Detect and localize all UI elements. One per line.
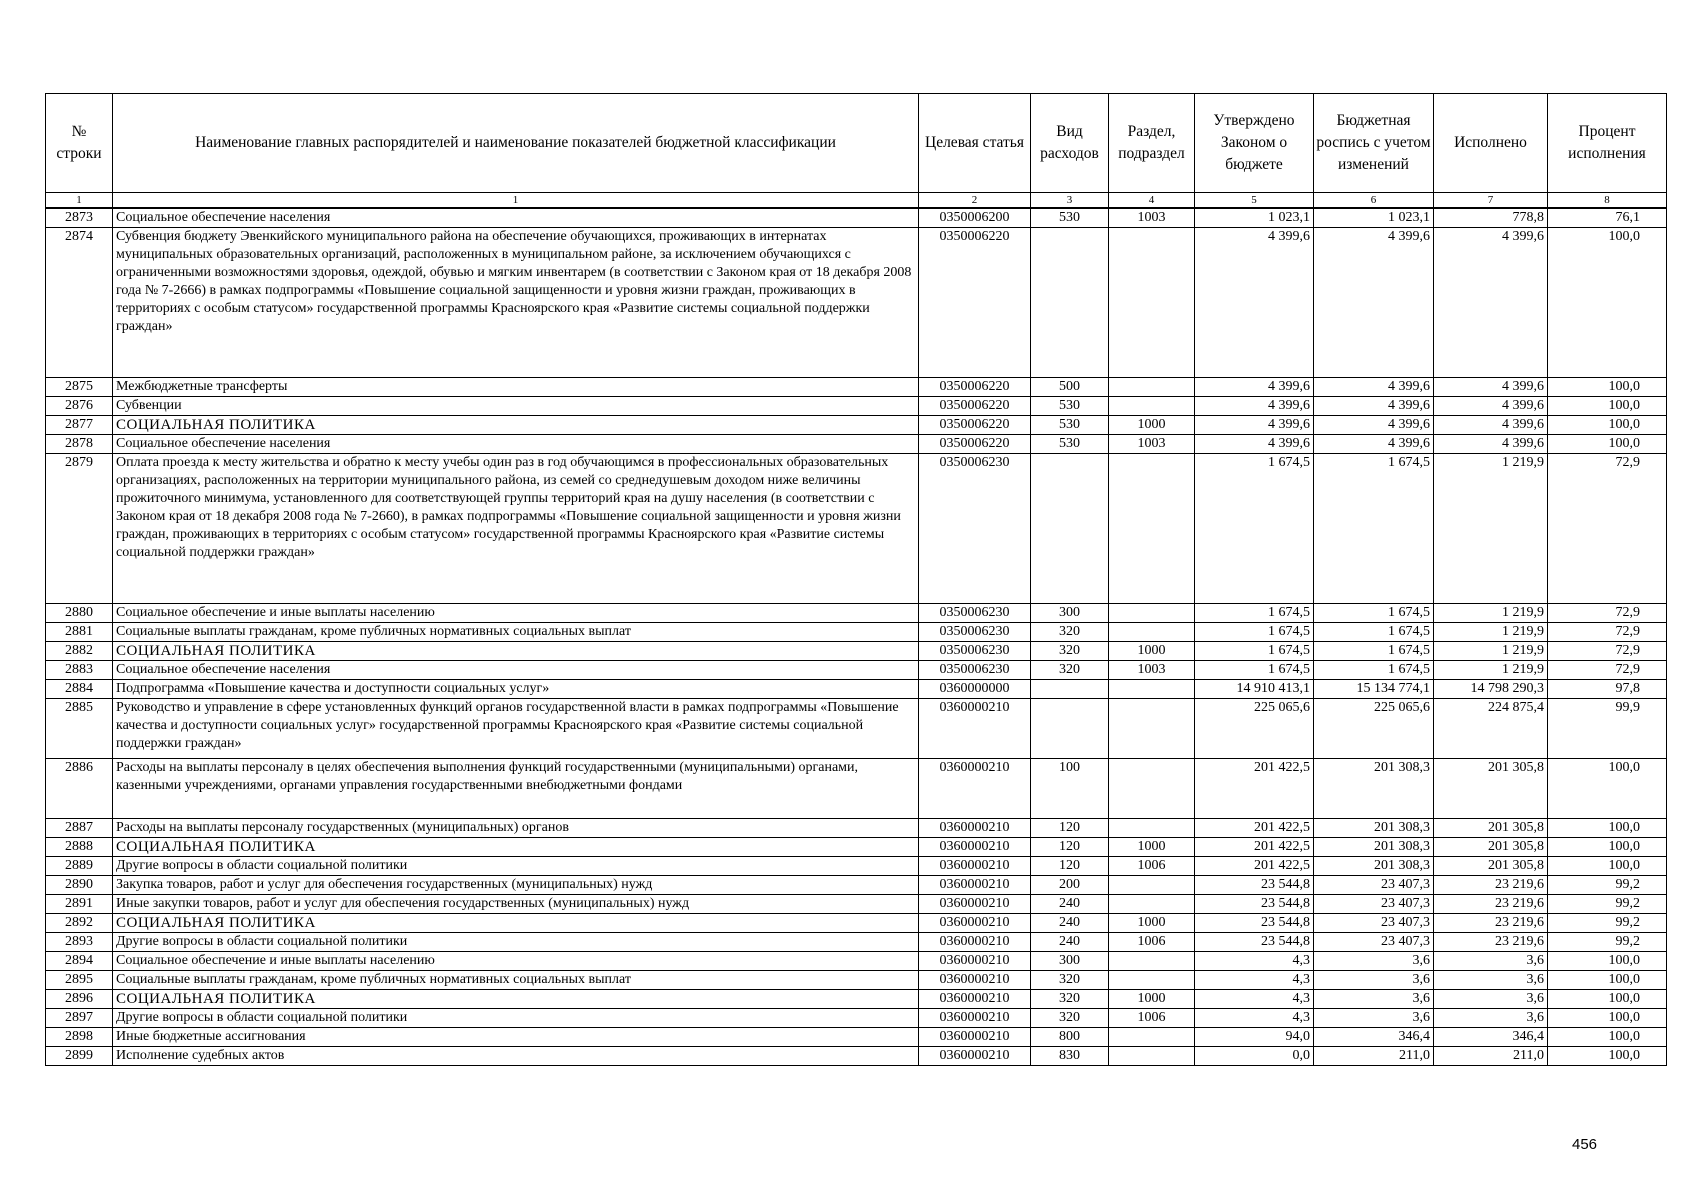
row-approved: 4 399,6 xyxy=(1195,228,1314,378)
row-executed: 1 219,9 xyxy=(1434,642,1548,661)
row-target-article: 0350006200 xyxy=(919,208,1031,228)
column-number: 3 xyxy=(1031,193,1109,209)
row-percent: 100,0 xyxy=(1548,416,1667,435)
row-number: 2882 xyxy=(46,642,113,661)
row-expense-type: 120 xyxy=(1031,819,1109,838)
row-expense-type: 120 xyxy=(1031,857,1109,876)
row-approved: 4 399,6 xyxy=(1195,435,1314,454)
header-budget-schedule: Бюджетная роспись с учетом изменений xyxy=(1314,94,1434,193)
row-name: Социальное обеспечение населения xyxy=(113,208,919,228)
table-row xyxy=(46,914,1667,933)
row-budget-schedule: 4 399,6 xyxy=(1314,397,1434,416)
row-executed: 23 219,6 xyxy=(1434,933,1548,952)
row-expense-type: 320 xyxy=(1031,661,1109,680)
row-target-article: 0350006220 xyxy=(919,397,1031,416)
row-expense-type: 530 xyxy=(1031,435,1109,454)
table-row xyxy=(46,759,1667,819)
column-number: 4 xyxy=(1109,193,1195,209)
row-target-article: 0360000210 xyxy=(919,895,1031,914)
row-executed: 1 219,9 xyxy=(1434,604,1548,623)
row-percent: 72,9 xyxy=(1548,454,1667,604)
row-name: СОЦИАЛЬНАЯ ПОЛИТИКА xyxy=(113,990,919,1009)
row-section xyxy=(1109,680,1195,699)
column-number: 1 xyxy=(113,193,919,209)
row-section xyxy=(1109,604,1195,623)
row-expense-type: 320 xyxy=(1031,971,1109,990)
row-number: 2875 xyxy=(46,378,113,397)
row-name: СОЦИАЛЬНАЯ ПОЛИТИКА xyxy=(113,416,919,435)
row-executed: 201 305,8 xyxy=(1434,857,1548,876)
row-approved: 201 422,5 xyxy=(1195,838,1314,857)
row-budget-schedule: 1 023,1 xyxy=(1314,208,1434,228)
page-number: 456 xyxy=(1572,1136,1598,1153)
row-executed: 23 219,6 xyxy=(1434,876,1548,895)
row-budget-schedule: 1 674,5 xyxy=(1314,642,1434,661)
row-section xyxy=(1109,228,1195,378)
row-percent: 100,0 xyxy=(1548,1028,1667,1047)
row-expense-type: 240 xyxy=(1031,914,1109,933)
row-approved: 4 399,6 xyxy=(1195,378,1314,397)
column-number-row xyxy=(46,193,1667,209)
budget-table xyxy=(45,93,1667,1066)
row-target-article: 0360000210 xyxy=(919,857,1031,876)
row-section xyxy=(1109,699,1195,759)
row-budget-schedule: 23 407,3 xyxy=(1314,876,1434,895)
row-name: Социальные выплаты гражданам, кроме публичных нормативных социальных выплат xyxy=(113,971,919,990)
row-target-article: 0360000210 xyxy=(919,819,1031,838)
row-percent: 100,0 xyxy=(1548,759,1667,819)
row-percent: 99,2 xyxy=(1548,914,1667,933)
row-budget-schedule: 3,6 xyxy=(1314,990,1434,1009)
row-name: СОЦИАЛЬНАЯ ПОЛИТИКА xyxy=(113,642,919,661)
row-budget-schedule: 15 134 774,1 xyxy=(1314,680,1434,699)
row-approved: 1 674,5 xyxy=(1195,661,1314,680)
row-expense-type: 320 xyxy=(1031,623,1109,642)
row-approved: 23 544,8 xyxy=(1195,914,1314,933)
row-section xyxy=(1109,1028,1195,1047)
row-budget-schedule: 23 407,3 xyxy=(1314,914,1434,933)
row-target-article: 0350006220 xyxy=(919,378,1031,397)
row-target-article: 0350006230 xyxy=(919,661,1031,680)
column-number: 5 xyxy=(1195,193,1314,209)
row-target-article: 0360000210 xyxy=(919,990,1031,1009)
row-section: 1006 xyxy=(1109,857,1195,876)
table-row xyxy=(46,857,1667,876)
row-name: Социальное обеспечение населения xyxy=(113,435,919,454)
row-name: Субвенции xyxy=(113,397,919,416)
row-target-article: 0360000210 xyxy=(919,1047,1031,1066)
row-section xyxy=(1109,952,1195,971)
row-expense-type: 100 xyxy=(1031,759,1109,819)
row-name: Расходы на выплаты персоналу государственных (муниципальных) органов xyxy=(113,819,919,838)
row-name: Другие вопросы в области социальной политики xyxy=(113,1009,919,1028)
row-target-article: 0360000210 xyxy=(919,876,1031,895)
table-row xyxy=(46,642,1667,661)
row-executed: 224 875,4 xyxy=(1434,699,1548,759)
row-percent: 100,0 xyxy=(1548,1047,1667,1066)
row-number: 2892 xyxy=(46,914,113,933)
row-percent: 72,9 xyxy=(1548,623,1667,642)
row-percent: 100,0 xyxy=(1548,990,1667,1009)
row-number: 2874 xyxy=(46,228,113,378)
row-section: 1003 xyxy=(1109,208,1195,228)
row-section: 1000 xyxy=(1109,642,1195,661)
row-approved: 201 422,5 xyxy=(1195,819,1314,838)
header-percent: Процент исполнения xyxy=(1548,94,1667,193)
row-approved: 1 674,5 xyxy=(1195,604,1314,623)
column-number: 2 xyxy=(919,193,1031,209)
row-budget-schedule: 1 674,5 xyxy=(1314,604,1434,623)
row-budget-schedule: 4 399,6 xyxy=(1314,416,1434,435)
row-number: 2898 xyxy=(46,1028,113,1047)
table-body xyxy=(46,208,1667,1066)
row-percent: 99,9 xyxy=(1548,699,1667,759)
row-budget-schedule: 346,4 xyxy=(1314,1028,1434,1047)
row-section: 1003 xyxy=(1109,661,1195,680)
row-approved: 4 399,6 xyxy=(1195,397,1314,416)
row-number: 2878 xyxy=(46,435,113,454)
table-row xyxy=(46,454,1667,604)
row-executed: 3,6 xyxy=(1434,952,1548,971)
row-number: 2883 xyxy=(46,661,113,680)
row-section xyxy=(1109,895,1195,914)
row-approved: 201 422,5 xyxy=(1195,857,1314,876)
row-section: 1000 xyxy=(1109,416,1195,435)
table-row xyxy=(46,876,1667,895)
row-executed: 1 219,9 xyxy=(1434,454,1548,604)
row-target-article: 0350006220 xyxy=(919,435,1031,454)
row-name: Иные бюджетные ассигнования xyxy=(113,1028,919,1047)
row-target-article: 0360000210 xyxy=(919,952,1031,971)
row-budget-schedule: 23 407,3 xyxy=(1314,933,1434,952)
row-target-article: 0360000210 xyxy=(919,1028,1031,1047)
row-number: 2881 xyxy=(46,623,113,642)
table-row xyxy=(46,895,1667,914)
row-expense-type: 320 xyxy=(1031,990,1109,1009)
row-percent: 72,9 xyxy=(1548,642,1667,661)
row-approved: 23 544,8 xyxy=(1195,876,1314,895)
row-approved: 1 023,1 xyxy=(1195,208,1314,228)
row-number: 2873 xyxy=(46,208,113,228)
row-name: Иные закупки товаров, работ и услуг для обеспечения государственных (муниципальных) нужд xyxy=(113,895,919,914)
row-expense-type: 320 xyxy=(1031,642,1109,661)
row-executed: 3,6 xyxy=(1434,971,1548,990)
row-percent: 100,0 xyxy=(1548,435,1667,454)
row-budget-schedule: 3,6 xyxy=(1314,971,1434,990)
row-expense-type xyxy=(1031,680,1109,699)
row-percent: 100,0 xyxy=(1548,819,1667,838)
table-header xyxy=(46,94,1667,209)
row-target-article: 0350006230 xyxy=(919,604,1031,623)
row-name: Социальное обеспечение населения xyxy=(113,661,919,680)
row-expense-type: 530 xyxy=(1031,416,1109,435)
row-executed: 14 798 290,3 xyxy=(1434,680,1548,699)
table-row xyxy=(46,661,1667,680)
budget-table-sheet xyxy=(45,93,1666,1066)
row-approved: 201 422,5 xyxy=(1195,759,1314,819)
row-approved: 4,3 xyxy=(1195,990,1314,1009)
row-expense-type xyxy=(1031,228,1109,378)
table-row xyxy=(46,952,1667,971)
row-section: 1000 xyxy=(1109,990,1195,1009)
row-section xyxy=(1109,454,1195,604)
row-name: Социальное обеспечение и иные выплаты населению xyxy=(113,604,919,623)
table-row xyxy=(46,838,1667,857)
column-number: 8 xyxy=(1548,193,1667,209)
row-budget-schedule: 201 308,3 xyxy=(1314,857,1434,876)
row-target-article: 0360000210 xyxy=(919,699,1031,759)
row-number: 2896 xyxy=(46,990,113,1009)
row-section xyxy=(1109,876,1195,895)
row-budget-schedule: 4 399,6 xyxy=(1314,228,1434,378)
row-section xyxy=(1109,819,1195,838)
table-row xyxy=(46,397,1667,416)
row-target-article: 0360000210 xyxy=(919,838,1031,857)
row-budget-schedule: 3,6 xyxy=(1314,1009,1434,1028)
table-row xyxy=(46,435,1667,454)
row-approved: 94,0 xyxy=(1195,1028,1314,1047)
row-name: Расходы на выплаты персоналу в целях обеспечения выполнения функций государственными (муниципальными) органами, казенными учреждениями, органами управления государственными внебюджетными фондами xyxy=(113,759,919,819)
row-executed: 211,0 xyxy=(1434,1047,1548,1066)
row-expense-type: 530 xyxy=(1031,208,1109,228)
row-executed: 4 399,6 xyxy=(1434,397,1548,416)
row-expense-type: 320 xyxy=(1031,1009,1109,1028)
row-expense-type: 300 xyxy=(1031,952,1109,971)
row-target-article: 0360000210 xyxy=(919,759,1031,819)
row-name: Социальное обеспечение и иные выплаты населению xyxy=(113,952,919,971)
row-executed: 23 219,6 xyxy=(1434,914,1548,933)
row-section xyxy=(1109,759,1195,819)
row-name: Другие вопросы в области социальной политики xyxy=(113,857,919,876)
row-number: 2889 xyxy=(46,857,113,876)
table-row xyxy=(46,378,1667,397)
row-number: 2885 xyxy=(46,699,113,759)
row-executed: 201 305,8 xyxy=(1434,838,1548,857)
row-percent: 76,1 xyxy=(1548,208,1667,228)
row-name: Социальные выплаты гражданам, кроме публичных нормативных социальных выплат xyxy=(113,623,919,642)
row-number: 2894 xyxy=(46,952,113,971)
row-budget-schedule: 23 407,3 xyxy=(1314,895,1434,914)
table-row xyxy=(46,1028,1667,1047)
row-budget-schedule: 201 308,3 xyxy=(1314,759,1434,819)
table-row xyxy=(46,228,1667,378)
table-row xyxy=(46,416,1667,435)
row-approved: 4 399,6 xyxy=(1195,416,1314,435)
row-executed: 346,4 xyxy=(1434,1028,1548,1047)
row-executed: 201 305,8 xyxy=(1434,819,1548,838)
row-number: 2876 xyxy=(46,397,113,416)
row-number: 2899 xyxy=(46,1047,113,1066)
row-approved: 1 674,5 xyxy=(1195,454,1314,604)
row-target-article: 0360000210 xyxy=(919,971,1031,990)
row-executed: 4 399,6 xyxy=(1434,378,1548,397)
row-target-article: 0350006230 xyxy=(919,623,1031,642)
row-budget-schedule: 4 399,6 xyxy=(1314,378,1434,397)
table-row xyxy=(46,699,1667,759)
row-budget-schedule: 4 399,6 xyxy=(1314,435,1434,454)
row-section: 1006 xyxy=(1109,933,1195,952)
row-target-article: 0360000000 xyxy=(919,680,1031,699)
row-target-article: 0360000210 xyxy=(919,933,1031,952)
row-executed: 4 399,6 xyxy=(1434,435,1548,454)
row-expense-type: 120 xyxy=(1031,838,1109,857)
row-target-article: 0360000210 xyxy=(919,1009,1031,1028)
row-executed: 4 399,6 xyxy=(1434,228,1548,378)
row-number: 2897 xyxy=(46,1009,113,1028)
row-section xyxy=(1109,971,1195,990)
row-executed: 778,8 xyxy=(1434,208,1548,228)
row-name: Исполнение судебных актов xyxy=(113,1047,919,1066)
row-percent: 97,8 xyxy=(1548,680,1667,699)
row-approved: 23 544,8 xyxy=(1195,895,1314,914)
row-percent: 100,0 xyxy=(1548,397,1667,416)
row-number: 2887 xyxy=(46,819,113,838)
row-approved: 1 674,5 xyxy=(1195,642,1314,661)
header-expense-type: Вид расходов xyxy=(1031,94,1109,193)
row-expense-type: 240 xyxy=(1031,933,1109,952)
row-approved: 225 065,6 xyxy=(1195,699,1314,759)
column-number: 7 xyxy=(1434,193,1548,209)
row-expense-type: 240 xyxy=(1031,895,1109,914)
row-percent: 100,0 xyxy=(1548,857,1667,876)
row-name: СОЦИАЛЬНАЯ ПОЛИТИКА xyxy=(113,838,919,857)
header-section: Раздел, подраздел xyxy=(1109,94,1195,193)
row-executed: 3,6 xyxy=(1434,990,1548,1009)
row-name: Межбюджетные трансферты xyxy=(113,378,919,397)
row-budget-schedule: 201 308,3 xyxy=(1314,819,1434,838)
row-target-article: 0350006220 xyxy=(919,228,1031,378)
row-percent: 100,0 xyxy=(1548,1009,1667,1028)
row-executed: 4 399,6 xyxy=(1434,416,1548,435)
row-name: Закупка товаров, работ и услуг для обеспечения государственных (муниципальных) нужд xyxy=(113,876,919,895)
row-section: 1006 xyxy=(1109,1009,1195,1028)
row-section xyxy=(1109,1047,1195,1066)
row-target-article: 0350006230 xyxy=(919,454,1031,604)
row-budget-schedule: 211,0 xyxy=(1314,1047,1434,1066)
row-name: СОЦИАЛЬНАЯ ПОЛИТИКА xyxy=(113,914,919,933)
row-section: 1000 xyxy=(1109,914,1195,933)
table-row xyxy=(46,819,1667,838)
header-row-number: № строки xyxy=(46,94,113,193)
row-number: 2895 xyxy=(46,971,113,990)
row-executed: 1 219,9 xyxy=(1434,623,1548,642)
row-budget-schedule: 3,6 xyxy=(1314,952,1434,971)
row-expense-type xyxy=(1031,454,1109,604)
row-name: Другие вопросы в области социальной политики xyxy=(113,933,919,952)
row-expense-type: 200 xyxy=(1031,876,1109,895)
row-executed: 201 305,8 xyxy=(1434,759,1548,819)
row-approved: 4,3 xyxy=(1195,1009,1314,1028)
column-number: 6 xyxy=(1314,193,1434,209)
row-approved: 1 674,5 xyxy=(1195,623,1314,642)
row-approved: 14 910 413,1 xyxy=(1195,680,1314,699)
row-section xyxy=(1109,378,1195,397)
row-expense-type: 800 xyxy=(1031,1028,1109,1047)
header-name: Наименование главных распорядителей и наименование показателей бюджетной классификации xyxy=(113,94,919,193)
row-percent: 100,0 xyxy=(1548,838,1667,857)
row-percent: 100,0 xyxy=(1548,971,1667,990)
row-target-article: 0350006220 xyxy=(919,416,1031,435)
row-target-article: 0360000210 xyxy=(919,914,1031,933)
row-percent: 100,0 xyxy=(1548,228,1667,378)
row-budget-schedule: 225 065,6 xyxy=(1314,699,1434,759)
row-number: 2879 xyxy=(46,454,113,604)
row-number: 2890 xyxy=(46,876,113,895)
table-row xyxy=(46,1047,1667,1066)
row-budget-schedule: 1 674,5 xyxy=(1314,454,1434,604)
row-percent: 99,2 xyxy=(1548,933,1667,952)
table-row xyxy=(46,971,1667,990)
row-approved: 23 544,8 xyxy=(1195,933,1314,952)
table-row xyxy=(46,604,1667,623)
row-name: Подпрограмма «Повышение качества и доступности социальных услуг» xyxy=(113,680,919,699)
row-approved: 4,3 xyxy=(1195,971,1314,990)
table-row xyxy=(46,623,1667,642)
row-executed: 23 219,6 xyxy=(1434,895,1548,914)
row-percent: 72,9 xyxy=(1548,661,1667,680)
row-number: 2886 xyxy=(46,759,113,819)
row-budget-schedule: 1 674,5 xyxy=(1314,661,1434,680)
row-number: 2877 xyxy=(46,416,113,435)
row-budget-schedule: 201 308,3 xyxy=(1314,838,1434,857)
row-percent: 72,9 xyxy=(1548,604,1667,623)
table-row xyxy=(46,680,1667,699)
row-executed: 1 219,9 xyxy=(1434,661,1548,680)
row-number: 2880 xyxy=(46,604,113,623)
row-section xyxy=(1109,623,1195,642)
row-section xyxy=(1109,397,1195,416)
row-percent: 99,2 xyxy=(1548,895,1667,914)
row-budget-schedule: 1 674,5 xyxy=(1314,623,1434,642)
column-number: 1 xyxy=(46,193,113,209)
row-number: 2884 xyxy=(46,680,113,699)
row-percent: 100,0 xyxy=(1548,952,1667,971)
row-approved: 0,0 xyxy=(1195,1047,1314,1066)
table-row xyxy=(46,933,1667,952)
row-name: Оплата проезда к месту жительства и обратно к месту учебы один раз в год обучающимся в профессиональных образовательных организациях, расположенных на территории муниципального района, из семей со среднедушевым доходом ниже величины прожиточного минимума, установленного для соответствующей группы территорий края на душу населения (в соответствии с Законом края от 18 декабря 2008 года № 7-2660), в рамках подпрограммы «Повышение социальной защищенности и уровня жизни граждан, проживающих в территориях с особым статусом» государственной программы Красноярского края «Развитие системы социальной поддержки граждан» xyxy=(113,454,919,604)
row-expense-type: 500 xyxy=(1031,378,1109,397)
row-number: 2893 xyxy=(46,933,113,952)
row-expense-type: 300 xyxy=(1031,604,1109,623)
row-section: 1003 xyxy=(1109,435,1195,454)
header-approved: Утверждено Законом о бюджете xyxy=(1195,94,1314,193)
table-row xyxy=(46,990,1667,1009)
row-number: 2888 xyxy=(46,838,113,857)
table-row xyxy=(46,208,1667,228)
row-expense-type: 530 xyxy=(1031,397,1109,416)
row-approved: 4,3 xyxy=(1195,952,1314,971)
row-target-article: 0350006230 xyxy=(919,642,1031,661)
row-percent: 100,0 xyxy=(1548,378,1667,397)
row-name: Субвенция бюджету Эвенкийского муниципального района на обеспечение обучающихся, проживающих в интернатах муниципальных образовательных организаций, расположенных в муниципальном районе, за исключением обучающихся с ограниченными возможностями здоровья, одеждой, обувью и мягким инвентарем (в соответствии с Законом края от 18 декабря 2008 года № 7-2666) в рамках подпрограммы «Повышение социальной защищенности и уровня жизни граждан, проживающих в территориях с особым статусом» государственной программы Красноярского края «Развитие системы социальной поддержки граждан» xyxy=(113,228,919,378)
row-executed: 3,6 xyxy=(1434,1009,1548,1028)
row-percent: 99,2 xyxy=(1548,876,1667,895)
row-expense-type: 830 xyxy=(1031,1047,1109,1066)
row-name: Руководство и управление в сфере установленных функций органов государственной власти в рамках подпрограммы «Повышение качества и доступности социальных услуг» государственной программы Красноярского края «Развитие системы социальной поддержки граждан» xyxy=(113,699,919,759)
row-expense-type xyxy=(1031,699,1109,759)
header-executed: Исполнено xyxy=(1434,94,1548,193)
table-row xyxy=(46,1009,1667,1028)
header-target-article: Целевая статья xyxy=(919,94,1031,193)
row-section: 1000 xyxy=(1109,838,1195,857)
row-number: 2891 xyxy=(46,895,113,914)
